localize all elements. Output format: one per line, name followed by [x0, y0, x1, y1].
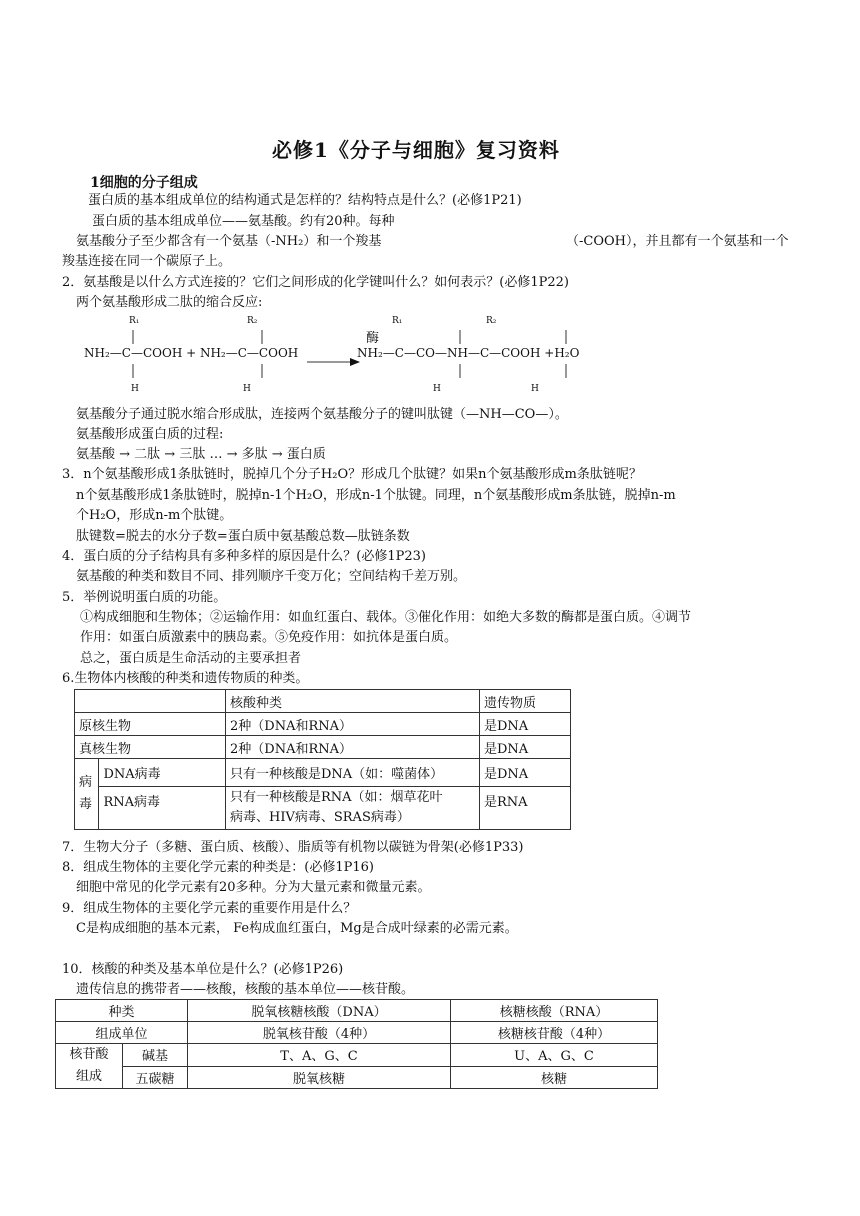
- answer-1-line-2b: （-COOH），并且都有一个氨基和一个: [566, 234, 789, 249]
- table-header: 种类: [56, 1000, 188, 1022]
- answer-2-line-3: 氨基酸形成蛋白质的过程:: [76, 427, 224, 442]
- answer-10: 遗传信息的携带者——核酸，核酸的基本单位——核苷酸。: [76, 982, 415, 997]
- answer-3-line-2: 个H₂O，形成n-m个肽键。: [76, 508, 233, 523]
- reactants: NH₂—C—COOH + NH₂—C—COOH: [84, 346, 299, 360]
- table-row: [75, 713, 571, 736]
- table-header: 遗传物质: [480, 690, 571, 713]
- table-cell: 真核生物: [75, 736, 226, 759]
- r1-product-label: R₁: [392, 316, 403, 326]
- answer-1-line-1: 蛋白质的基本组成单位——氨基酸。约有20种。每种: [92, 214, 395, 229]
- r2-product-label: R₂: [486, 316, 497, 326]
- question-7: 7．生物大分子（多糖、蛋白质、核酸）、脂质等有机物以碳链为骨架(必修1P33): [62, 840, 524, 855]
- answer-1-line-2a: 氨基酸分子至少都含有一个氨基（-NH₂）和一个羧基: [76, 234, 382, 249]
- table-cell-line: 核苷酸: [69, 1047, 109, 1062]
- table-cell: 碱基: [123, 1044, 188, 1067]
- table-cell: 是DNA: [480, 759, 571, 787]
- h-label: H: [433, 384, 441, 394]
- question-1: 蛋白质的基本组成单位的结构通式是怎样的？结构特点是什么？(必修1P21): [88, 193, 522, 208]
- answer-1-line-3: 羧基连接在同一个碳原子上。: [62, 254, 232, 269]
- answer-8: 细胞中常见的化学元素有20多种。分为大量元素和微量元素。: [76, 880, 431, 895]
- table-cell: 2种（DNA和RNA）: [226, 736, 480, 759]
- answer-5-line-1: ①构成细胞和生物体；②运输作用：如血红蛋白、载体。③催化作用：如绝大多数的酶都是蛋白质。④调节: [80, 610, 692, 625]
- reaction-bonds: [0, 0, 860, 420]
- page-title: 必修1《分子与细胞》复习资料: [272, 138, 560, 162]
- table-cell: 只有一种核酸是DNA（如：噬菌体）: [226, 759, 480, 787]
- table-row: [56, 1000, 658, 1022]
- answer-2-line-1: 两个氨基酸形成二肽的缩合反应:: [76, 295, 263, 310]
- table-row: [75, 759, 571, 787]
- table-cell: 五碳糖: [123, 1066, 188, 1089]
- table-cell-line: 只有一种核酸是RNA（如：烟草花叶: [230, 790, 443, 805]
- question-3: 3．n个氨基酸形成1条肽链时，脱掉几个分子H₂O？形成几个肽键？如果n个氨基酸形成m条肽链呢？: [62, 467, 642, 482]
- answer-2-line-2: 氨基酸分子通过脱水缩合形成肽，连接两个氨基酸分子的键叫肽键（—NH—CO—）。: [76, 407, 568, 422]
- answer-9: C是构成细胞的基本元素， Fe构成血红蛋白，Mg是合成叶绿素的必需元素。: [76, 921, 518, 936]
- table-cell: [226, 787, 480, 830]
- r1-label: R₁: [129, 316, 140, 326]
- nucleic-acid-table: [74, 689, 571, 830]
- question-9: 9．组成生物体的主要化学元素的重要作用是什么？: [62, 901, 357, 916]
- answer-2-line-4: 氨基酸 → 二肽 → 三肽 … → 多肽 → 蛋白质: [76, 447, 326, 462]
- table-row: [56, 1066, 658, 1089]
- answer-5-line-3: 总之，蛋白质是生命活动的主要承担者: [80, 651, 302, 666]
- table-cell: 是RNA: [480, 787, 571, 830]
- table-cell: 核糖核苷酸（4种）: [451, 1022, 658, 1044]
- products: NH₂—C—CO—NH—C—COOH +H₂O: [357, 346, 580, 360]
- r2-label: R₂: [247, 316, 258, 326]
- table-row: [56, 1022, 658, 1044]
- table-cell: 原核生物: [75, 713, 226, 736]
- enzyme-label: 酶: [366, 331, 380, 346]
- table-cell: 病毒: [75, 759, 99, 830]
- table-cell: 组成单位: [56, 1022, 188, 1044]
- h-label: H: [531, 384, 539, 394]
- table-cell: 核糖: [451, 1066, 658, 1089]
- arrow-icon: [350, 358, 360, 366]
- table-cell-line: 组成: [75, 1069, 102, 1084]
- question-10: 10．核酸的种类及基本单位是什么？(必修1P26): [62, 962, 344, 977]
- table-cell: 是DNA: [480, 713, 571, 736]
- table-cell: T、A、G、C: [188, 1044, 451, 1067]
- answer-5-line-2: 作用：如蛋白质激素中的胰岛素。⑤免疫作用：如抗体是蛋白质。: [80, 630, 458, 645]
- table-cell: 脱氧核糖: [188, 1066, 451, 1089]
- table-cell: U、A、G、C: [451, 1044, 658, 1067]
- answer-3-line-3: 肽键数=脱去的水分子数=蛋白质中氨基酸总数—肽链条数: [76, 529, 410, 544]
- table-cell: DNA病毒: [99, 759, 226, 787]
- table-cell: [75, 690, 226, 713]
- table-header: 核酸种类: [226, 690, 480, 713]
- question-4: 4．蛋白质的分子结构具有多种多样的原因是什么？(必修1P23): [62, 549, 426, 564]
- table-cell: 脱氧核苷酸（4种）: [188, 1022, 451, 1044]
- table-cell: 2种（DNA和RNA）: [226, 713, 480, 736]
- question-8: 8．组成生物体的主要化学元素的种类是：(必修1P16): [62, 860, 374, 875]
- table-cell: 是DNA: [480, 736, 571, 759]
- table-cell: RNA病毒: [99, 787, 226, 830]
- question-5: 5．举例说明蛋白质的功能。: [62, 590, 227, 605]
- answer-3-line-1: n个氨基酸形成1条肽链时，脱掉n-1个H₂O，形成n-1个肽键。同理，n个氨基酸形成m条肽链，脱掉n-m: [76, 488, 676, 503]
- answer-4: 氨基酸的种类和数目不同、排列顺序千变万化；空间结构千差万别。: [76, 569, 467, 584]
- question-6: 6.生物体内核酸的种类和遗传物质的种类。: [62, 671, 309, 686]
- table-cell-line: 病毒、HIV病毒、SRAS病毒）: [230, 810, 410, 825]
- question-2: 2．氨基酸是以什么方式连接的？它们之间形成的化学键叫什么？如何表示？(必修1P22): [62, 275, 569, 290]
- table-row: [75, 690, 571, 713]
- section-heading: 1细胞的分子组成: [90, 175, 198, 191]
- table-header: 核糖核酸（RNA）: [451, 1000, 658, 1022]
- h-label: H: [131, 384, 139, 394]
- table-cell: [56, 1044, 123, 1089]
- table-header: 脱氧核糖核酸（DNA）: [188, 1000, 451, 1022]
- table-row: [75, 787, 571, 830]
- table-row: [56, 1044, 658, 1067]
- h-label: H: [243, 384, 251, 394]
- nucleotide-table: [55, 999, 658, 1089]
- table-row: [75, 736, 571, 759]
